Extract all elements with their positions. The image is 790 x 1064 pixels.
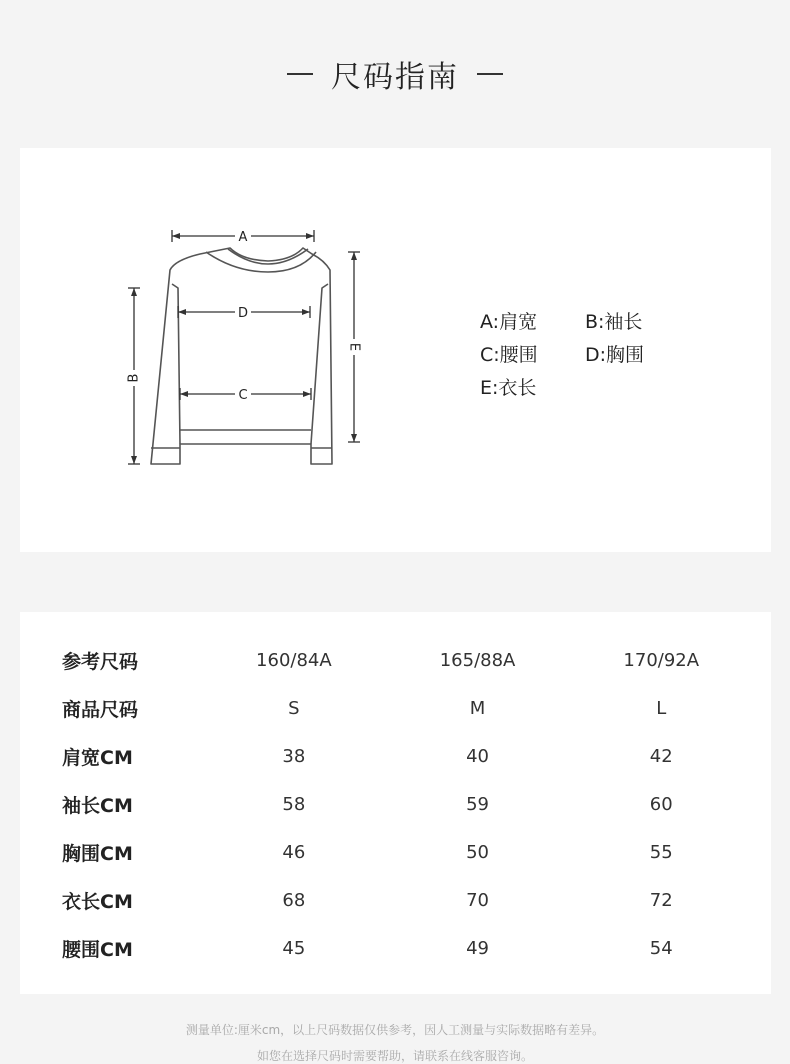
legend-item-length: E:衣长 (480, 377, 537, 399)
table-cell: 58 (282, 793, 306, 815)
table-cell: 40 (466, 745, 490, 767)
legend-item-sleeve: B:袖长 (585, 311, 643, 333)
legend-item-shoulder: A:肩宽 (480, 311, 538, 333)
table-cell: 46 (282, 841, 306, 863)
table-row-reference-size (20, 636, 771, 684)
size-table (20, 636, 771, 972)
table-cell: 68 (282, 889, 306, 911)
legend-row (480, 304, 700, 337)
table-cell: 160/84A (256, 649, 332, 671)
table-row-product-size (20, 684, 771, 732)
size-table-card (20, 612, 771, 994)
row-label: 商品尺码 (62, 698, 139, 721)
row-label: 衣长CM (62, 890, 133, 913)
label-e: E (346, 342, 362, 352)
table-cell: 45 (282, 937, 306, 959)
row-label: 参考尺码 (62, 650, 139, 673)
row-label: 肩宽CM (62, 746, 133, 769)
table-row-shoulder (20, 732, 771, 780)
label-c: C (238, 388, 248, 403)
table-cell: 55 (649, 841, 673, 863)
label-a: A (238, 230, 248, 245)
legend-item-waist: C:腰围 (480, 344, 538, 366)
table-cell: 38 (282, 745, 306, 767)
row-label: 袖长CM (62, 794, 133, 817)
page-title: 尺码指南 (331, 60, 459, 95)
row-label: 胸围CM (62, 842, 133, 865)
table-cell: S (288, 697, 300, 719)
sweater-outline-icon (151, 248, 332, 464)
row-label: 腰围CM (62, 938, 133, 961)
table-cell: 70 (466, 889, 490, 911)
label-b: B (126, 373, 142, 383)
size-diagram-card (20, 148, 771, 552)
table-cell: 49 (466, 937, 490, 959)
table-cell: 165/88A (439, 649, 516, 671)
table-cell: 42 (649, 745, 673, 767)
legend-row (480, 370, 700, 403)
legend-item-chest: D:胸围 (585, 344, 645, 366)
label-d: D (237, 306, 249, 321)
help-note: 如您在选择尺码时需要帮助，请联系在线客服咨询。 (256, 1049, 533, 1063)
table-row-length (20, 876, 771, 924)
table-cell: 60 (649, 793, 673, 815)
table-cell: M (469, 697, 486, 719)
table-row-sleeve (20, 780, 771, 828)
table-cell: 50 (466, 841, 490, 863)
table-cell: 170/92A (623, 649, 700, 671)
page-header (0, 52, 790, 96)
table-row-waist (20, 924, 771, 972)
table-cell: L (656, 697, 667, 719)
title-dash-left (287, 73, 313, 75)
table-cell: 59 (466, 793, 490, 815)
measurement-note: 测量单位:厘米cm，以上尺码数据仅供参考，因人工测量与实际数据略有差异。 (185, 1023, 605, 1037)
title-dash-right (477, 73, 503, 75)
legend-row (480, 337, 700, 370)
measurement-legend (480, 304, 700, 403)
table-row-chest (20, 828, 771, 876)
table-cell: 72 (649, 889, 673, 911)
table-cell: 54 (649, 937, 673, 959)
